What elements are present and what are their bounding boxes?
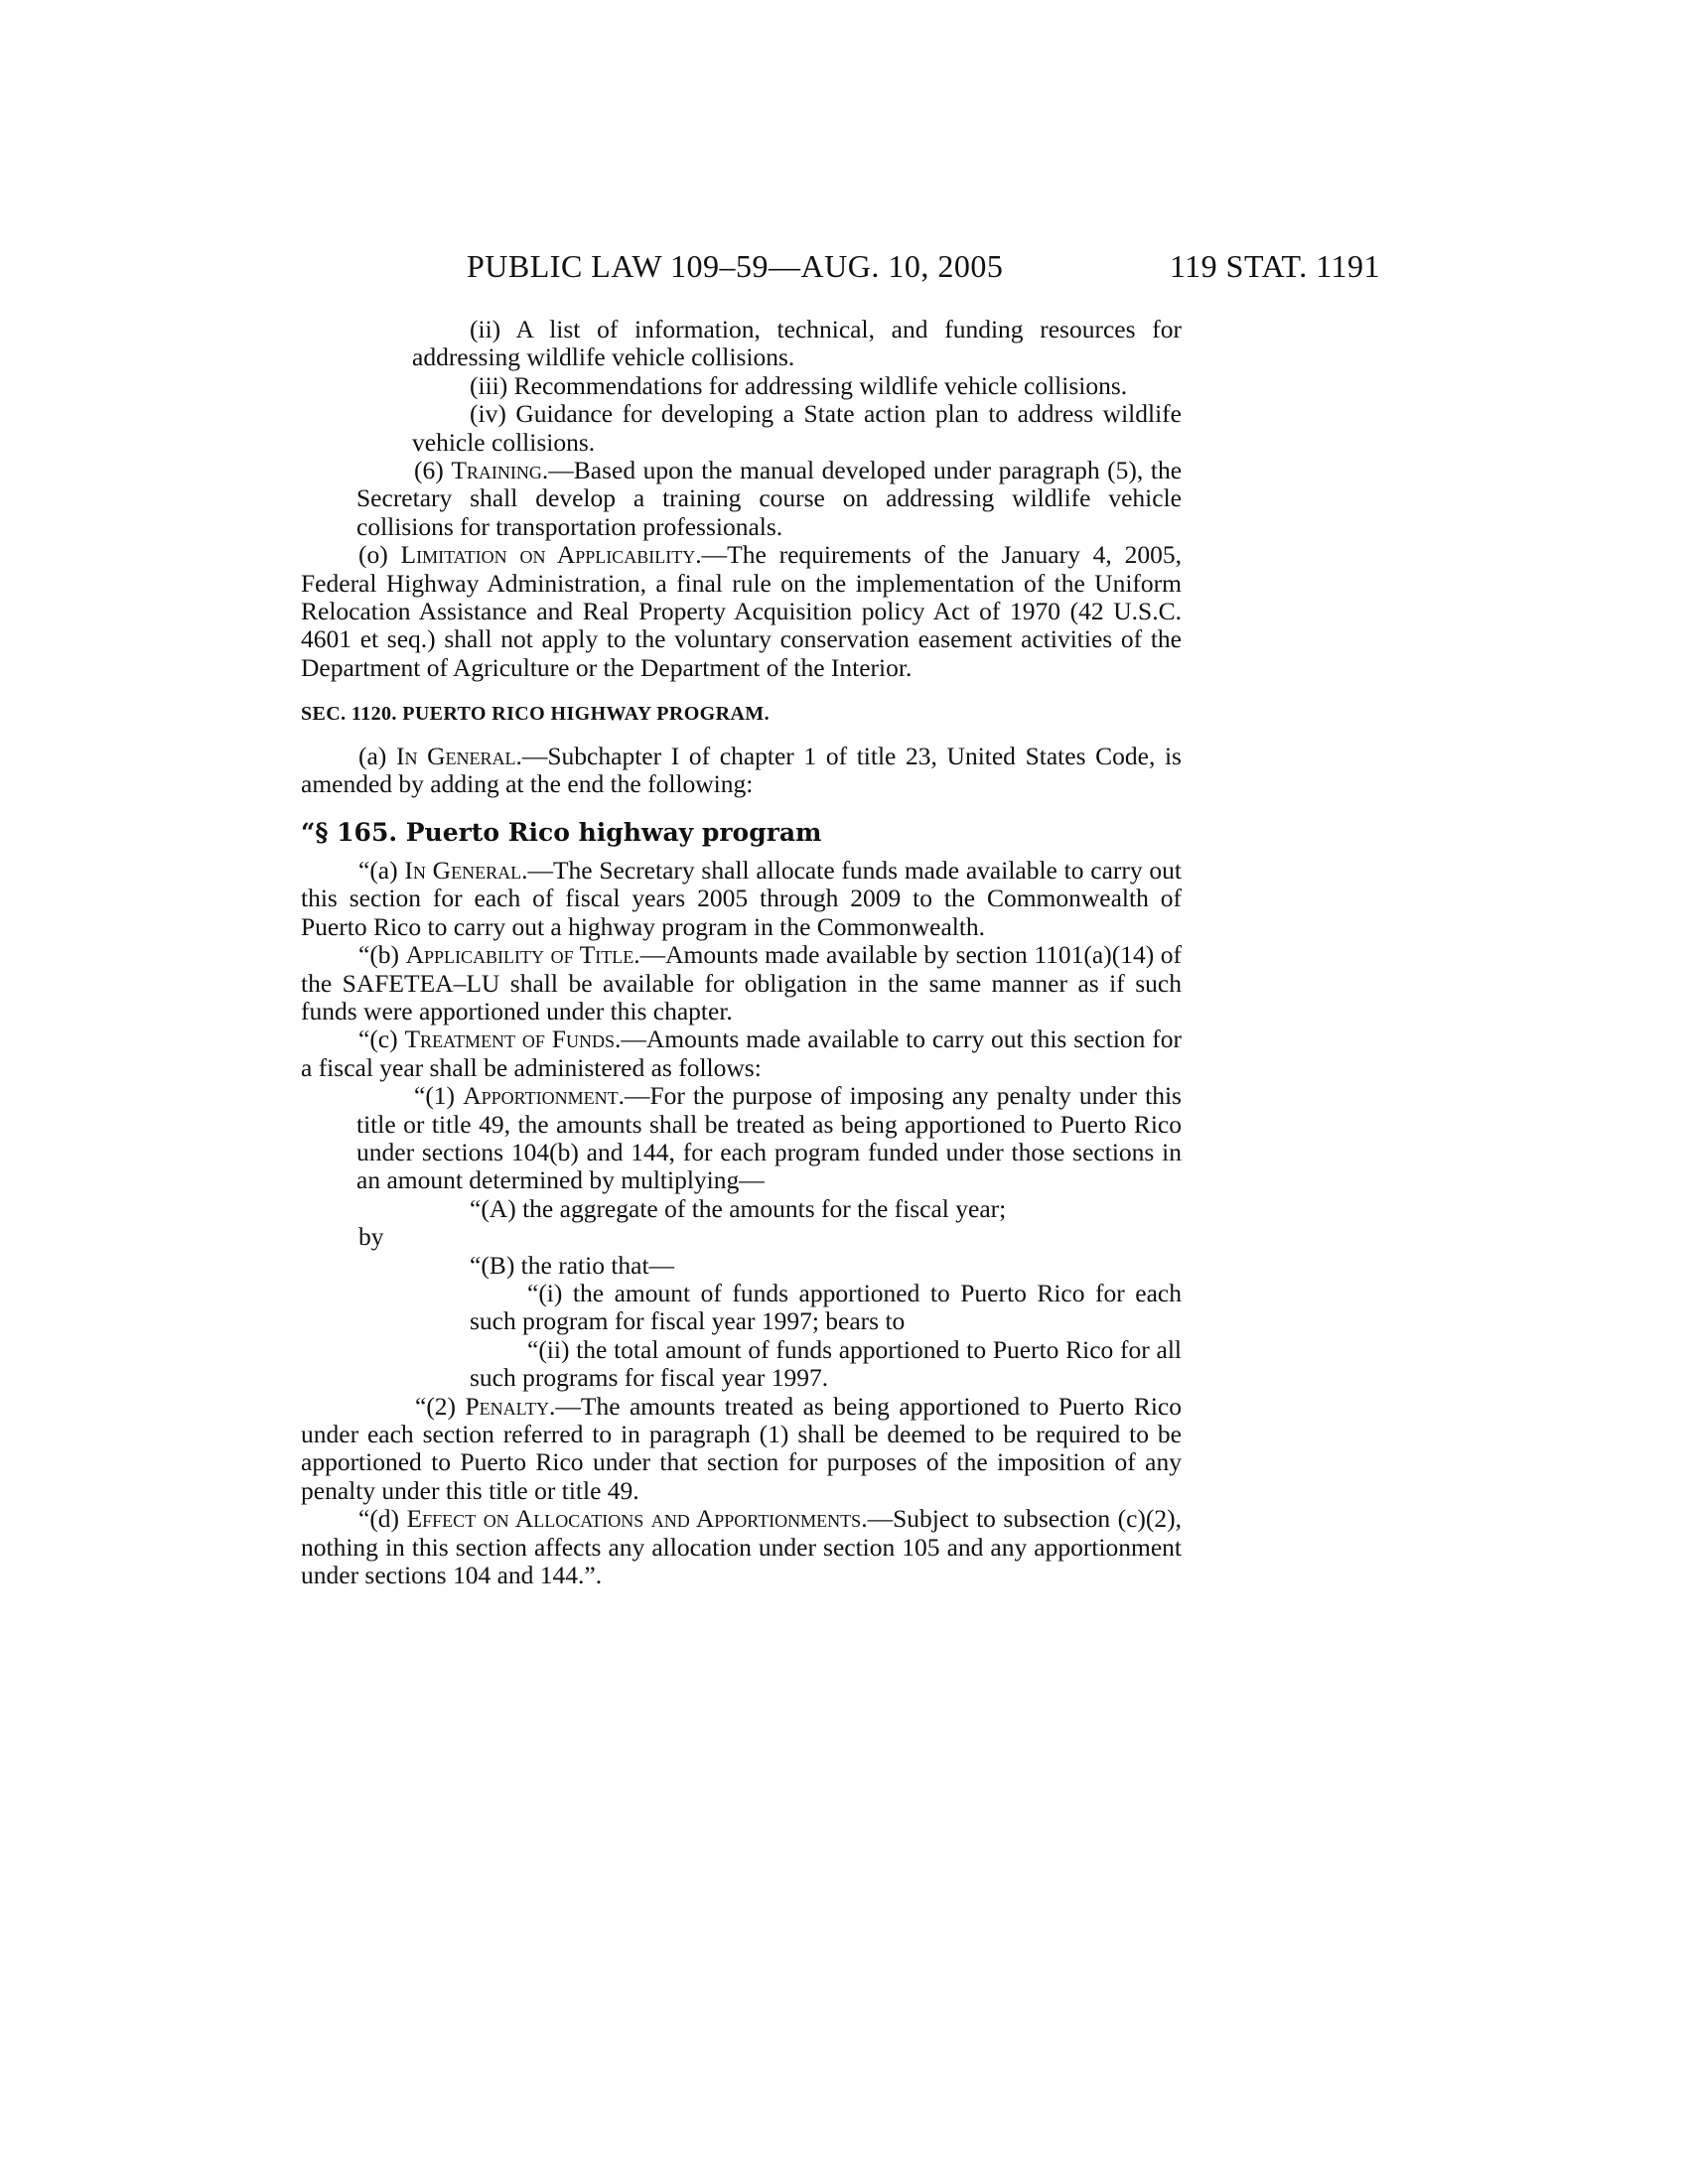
quoted-clause-ii: “(ii) the total amount of funds apportioned to Puerto Rico for all such programs for fiscal year 1997. <box>470 1334 1182 1393</box>
subsection-o <box>301 541 1182 682</box>
quoted-subparagraph-A: “(A) the aggregate of the amounts for the fiscal year; <box>470 1193 1007 1223</box>
paragraph-heading: Penalty <box>465 1391 549 1421</box>
paragraph-text: .—Amounts made available to carry out this section for a fiscal year shall be administered as follows: <box>301 1024 1183 1082</box>
quoted-subsection-a <box>301 857 1182 941</box>
paragraph-text: .—Amounts made available by section 1101(a)(14) of the SAFETEA–LU shall be available for obligation in the same manner as if such funds were apportioned under this chapter. <box>301 940 1182 1025</box>
paragraph-number: “(c) <box>358 1024 405 1054</box>
clause-iv: (iv) Guidance for developing a State action plan to address wildlife vehicle collisions. <box>412 399 1182 457</box>
by-connector: by <box>358 1222 384 1252</box>
paragraph-number: “(2) <box>415 1391 466 1421</box>
statute-citation: 119 STAT. 1191 <box>1169 248 1380 284</box>
clause-iii: (iii) Recommendations for addressing wildlife vehicle collisions. <box>470 370 1128 400</box>
quoted-subparagraph-B: “(B) the ratio that— <box>470 1250 675 1280</box>
paragraph-heading: In General <box>395 741 516 770</box>
paragraph-heading: Effect on Allocations and Apportionments <box>406 1504 862 1534</box>
document-body <box>301 316 1182 1589</box>
paragraph-heading: Applicability of Title <box>405 940 634 970</box>
paragraph-text: .—Subchapter I of chapter 1 of title 23, United States Code, is amended by adding at the end the following: <box>301 741 1182 799</box>
paragraph-heading: Apportionment <box>463 1081 619 1111</box>
quoted-subsection-c <box>301 1025 1182 1082</box>
quoted-clause-i: “(i) the amount of funds apportioned to Puerto Rico for each such program for fiscal year 1997; bears to <box>470 1279 1182 1336</box>
paragraph-text: .—Subject to subsection (c)(2), nothing in this section affects any allocation under section 105 and any apportionment under sections 104 and 144.”. <box>301 1504 1182 1590</box>
paragraph-number: (a) <box>358 741 396 770</box>
section-165-heading: “§ 165. Puerto Rico highway program <box>301 817 822 847</box>
clause-ii: (ii) A list of information, technical, and funding resources for addressing wildlife vehicle collisions. <box>412 315 1182 372</box>
running-head: PUBLIC LAW 109–59—AUG. 10, 2005 <box>467 248 1004 284</box>
subsection-a <box>301 743 1182 799</box>
paragraph-heading: In General <box>404 855 522 885</box>
paragraph-text: .—For the purpose of imposing any penalty under this title or title 49, the amounts shall be treated as being apportioned to Puerto Rico under sections 104(b) and 144, for each program funded under those sections in an amount determined by multiplying— <box>356 1081 1182 1195</box>
paragraph-number: “(d) <box>358 1504 407 1534</box>
quoted-subsection-d <box>301 1505 1182 1589</box>
paragraph-text: .—The Secretary shall allocate funds made available to carry out this section for each of fiscal years 2005 through 2009 to the Commonwealth of Puerto Rico to carry out a highway program in the Commonwealth. <box>301 855 1182 941</box>
quoted-paragraph-1 <box>301 1082 1182 1195</box>
paragraph-number: “(1) <box>414 1081 464 1111</box>
quoted-paragraph-2 <box>301 1393 1182 1506</box>
paragraph-text: .—The requirements of the January 4, 2005, Federal Highway Administration, a final rule on the implementation of the Uniform Relocation Assistance and Real Property Acquisition policy Act of 1970 (42 U.S.C. 4601 et seq.) shall not apply to the voluntary conservation easement activities of the Department of Agriculture or the Department of the Interior. <box>301 540 1182 682</box>
paragraph-6-training <box>301 457 1182 541</box>
paragraph-number: “(a) <box>358 855 405 885</box>
paragraph-heading: Limitation on Applicability <box>400 540 696 570</box>
quoted-subsection-b <box>301 941 1182 1025</box>
paragraph-number: (6) <box>414 456 452 485</box>
paragraph-number: “(b) <box>358 940 406 970</box>
paragraph-heading: Training <box>451 456 542 485</box>
paragraph-text: .—The amounts treated as being apportioned to Puerto Rico under each section referred to in paragraph (1) shall be deemed to be required to be apportioned to Puerto Rico under that section for purposes of the imposition of any penalty under this title or title 49. <box>301 1391 1182 1505</box>
page-header <box>467 248 1380 288</box>
paragraph-heading: Treatment of Funds <box>404 1024 615 1054</box>
paragraph-number: (o) <box>358 540 401 570</box>
section-1120-heading: SEC. 1120. PUERTO RICO HIGHWAY PROGRAM. <box>301 703 770 726</box>
paragraph-text: .—Based upon the manual developed under paragraph (5), the Secretary shall develop a training course on addressing wildlife vehicle collisions for transportation professionals. <box>356 456 1183 541</box>
